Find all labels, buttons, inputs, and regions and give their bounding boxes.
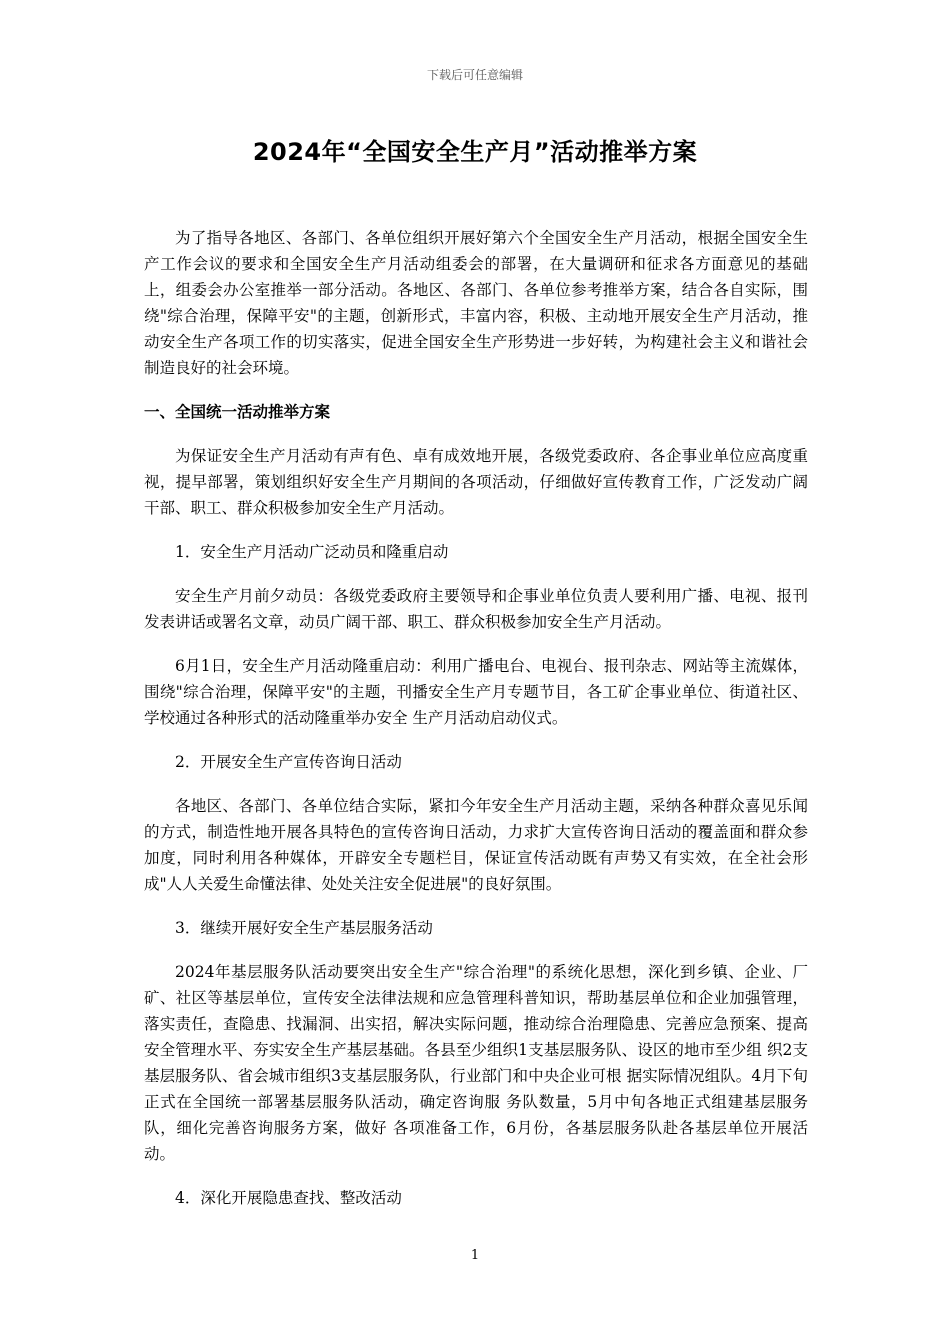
- item-4-heading: 4．深化开展隐患查找、整改活动: [175, 1189, 402, 1207]
- section-heading: 一、全国统一活动推举方案: [144, 403, 331, 421]
- document-title: 2024年“全国安全生产月”活动推举方案: [252, 138, 698, 166]
- item-2-paragraph: 各地区、各部门、各单位结合实际，紧扣今年安全生产月活动主题，采纳各种群众喜见乐闻的方式，制造性地开展各具特色的宣传咨询日活动，力求扩大宣传咨询日活动的覆盖面和群众参加度，同时利用各种媒体，开辟安全专题栏目，保证宣传活动既有声势又有实效，在全社会形成"人人关爱生命懂法律、处处关注安全促进展"的良好氛围。: [144, 797, 808, 893]
- item-2-heading: 2．开展安全生产宣传咨询日活动: [175, 753, 402, 771]
- header-note: 下载后可任意编辑: [426, 68, 523, 82]
- item-3-paragraph: 2024年基层服务队活动要突出安全生产"综合治理"的系统化思想，深化到乡镇、企业、厂矿、社区等基层单位，宣传安全法律法规和应急管理科普知识，帮助基层单位和企业加强管理，落实责任，查隐患、找漏洞、出实招，解决实际问题，推动综合治理隐患、完善应急预案、提高安全管理水平、夯实安全生产基层基础。各县至少组织1支基层服务队、设区的地市至少组 织2支基层服务队、省会城市组织3支基层服务队，行业部门和中央企业可根 据实际情况组队。4月下旬正式在全国统一部署基层服务队活动，确定咨询服 务队数量，5月中旬各地正式组建基层服务队，细化完善咨询服务方案，做好 各项准备工作，6月份，各基层服务队赴各基层单位开展活动。: [144, 963, 808, 1163]
- page-number: 1: [470, 1248, 480, 1263]
- item-1-paragraph-2: 6月1日，安全生产月活动隆重启动：利用广播电台、电视台、报刊杂志、网站等主流媒体，围绕"综合治理，保障平安"的主题，刊播安全生产月专题节目，各工矿企事业单位、街道社区、学校通过各种形式的活动隆重举办安全 生产月活动启动仪式。: [144, 657, 808, 727]
- item-3-heading: 3．继续开展好安全生产基层服务活动: [175, 919, 433, 937]
- item-1-paragraph-1: 安全生产月前夕动员：各级党委政府主要领导和企事业单位负责人要利用广播、电视、报刊发表讲话或署名文章，动员广阔干部、职工、群众积极参加安全生产月活动。: [144, 587, 808, 631]
- item-1-heading: 1．安全生产月活动广泛动员和隆重启动: [175, 543, 449, 561]
- section-paragraph: 为保证安全生产月活动有声有色、卓有成效地开展，各级党委政府、各企事业单位应高度重视，提早部署，策划组织好安全生产月期间的各项活动，仔细做好宣传教育工作，广泛发动广阔干部、职工、群众积极参加安全生产月活动。: [144, 447, 808, 517]
- document-body: [144, 225, 808, 1229]
- intro-paragraph: 为了指导各地区、各部门、各单位组织开展好第六个全国安全生产月活动，根据全国安全生产工作会议的要求和全国安全生产月活动组委会的部署，在大量调研和征求各方面意见的基础上，组委会办公室推举一部分活动。各地区、各部门、各单位参考推举方案，结合各自实际，围绕"综合治理，保障平安"的主题，创新形式，丰富内容，积极、主动地开展安全生产月活动，推动安全生产各项工作的切实落实，促进全国安全生产形势进一步好转，为构建社会主义和谐社会制造良好的社会环境。: [144, 229, 808, 377]
